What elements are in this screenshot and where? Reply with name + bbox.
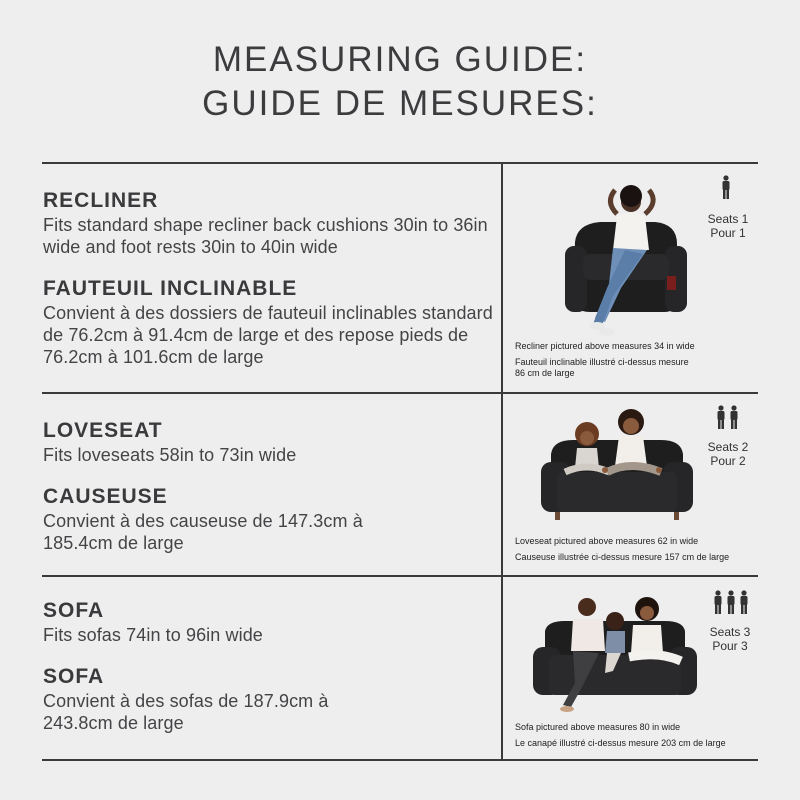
sofa-panel <box>503 577 758 759</box>
seats-label-en: Seats 2 <box>707 440 749 454</box>
person-icon <box>721 175 731 199</box>
sofa-heading: SOFA <box>43 599 105 622</box>
recliner-caption-fr: Fauteuil inclinable illustré ci-dessus mesure 86 cm de large <box>515 357 689 378</box>
recliner-heading-fr: FAUTEUIL INCLINABLE <box>43 277 298 300</box>
loveseat-heading: LOVESEAT <box>43 419 163 442</box>
title-line-english: MEASURING GUIDE: <box>212 40 588 79</box>
person-icon <box>713 590 751 614</box>
sofa-text <box>43 598 493 734</box>
recliner-description: Fits standard shape recliner back cushions 30in to 36in wide and foot rests 30in to 40in wide <box>43 215 488 257</box>
sofa-seats <box>705 625 755 653</box>
sofa-heading-fr: SOFA <box>43 665 105 688</box>
recliner-panel <box>503 164 758 392</box>
recliner-seats <box>703 212 753 240</box>
loveseat-text <box>43 418 493 554</box>
seats-label-fr: Pour 1 <box>710 226 746 240</box>
seats-label-fr: Pour 3 <box>712 639 748 653</box>
title-line-french: GUIDE DE MESURES: <box>202 84 598 123</box>
recliner-description-fr: Convient à des dossiers de fauteuil inclinables standard de 76.2cm à 91.4cm de large et des repose pieds de 76.2cm à 101.6cm de large <box>43 303 493 367</box>
seats-label-fr: Pour 2 <box>710 454 746 468</box>
sofa-description-fr: Convient à des sofas de 187.9cm à 243.8cm de large <box>43 691 329 733</box>
loveseat-seats <box>703 440 753 468</box>
loveseat-heading-fr: CAUSEUSE <box>43 485 168 508</box>
seats-label-en: Seats 3 <box>709 625 751 639</box>
sofa-caption-en: Sofa pictured above measures 80 in wide <box>515 722 681 732</box>
seats-label-en: Seats 1 <box>707 212 749 226</box>
sofa-photo <box>529 577 701 717</box>
recliner-photo <box>555 184 695 354</box>
sofa-caption-fr: Le canapé illustré ci-dessus mesure 203 cm de large <box>515 738 726 748</box>
loveseat-description-fr: Convient à des causeuse de 147.3cm à 185.4cm de large <box>43 511 363 553</box>
person-icon <box>716 405 740 429</box>
loveseat-panel <box>503 394 758 575</box>
recliner-caption-en: Recliner pictured above measures 34 in wide <box>515 341 695 351</box>
loveseat-caption-en: Loveseat pictured above measures 62 in wide <box>515 536 699 546</box>
recliner-heading: RECLINER <box>43 189 159 212</box>
rule-bottom <box>42 759 758 761</box>
recliner-text <box>43 188 493 368</box>
sofa-description: Fits sofas 74in to 96in wide <box>43 625 263 645</box>
page-title <box>0 38 800 126</box>
loveseat-photo <box>537 402 697 522</box>
loveseat-caption-fr: Causeuse illustrée ci-dessus mesure 157 cm de large <box>515 552 730 562</box>
loveseat-description: Fits loveseats 58in to 73in wide <box>43 445 297 465</box>
